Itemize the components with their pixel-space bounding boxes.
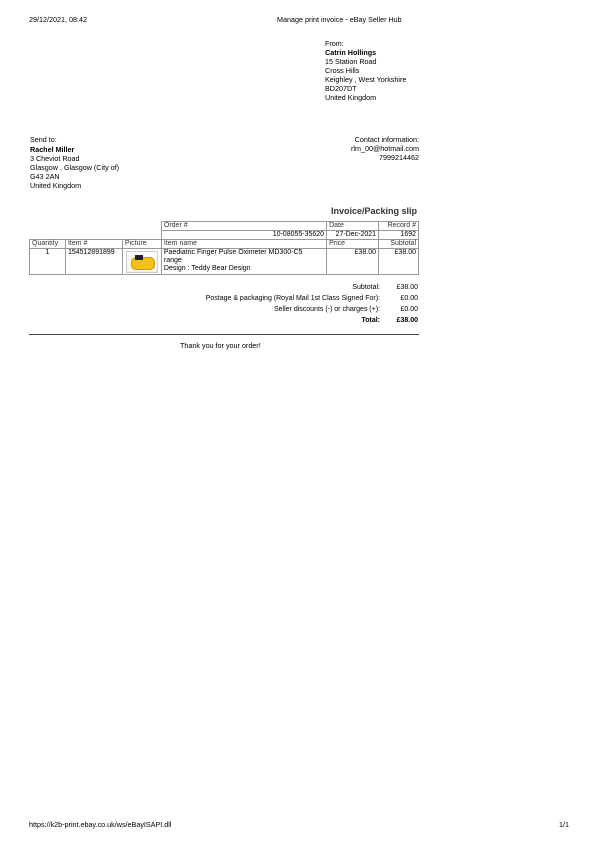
contact-email: rlm_00@hotmail.com bbox=[350, 144, 419, 153]
from-line: United Kingdom bbox=[325, 93, 377, 102]
order-header-row bbox=[30, 222, 419, 231]
postage-row bbox=[206, 293, 418, 304]
from-line: BD207DT bbox=[325, 84, 357, 93]
price-header: Price bbox=[327, 240, 379, 249]
postage-label: Postage & packaging (Royal Mail 1st Class Signed For): bbox=[205, 295, 380, 302]
item-name: Paediatric Finger Pulse Oximeter MD300-C5 bbox=[163, 249, 303, 256]
recipient-name: Rachel Miller bbox=[30, 145, 75, 154]
from-address bbox=[325, 39, 406, 102]
send-to-line: 3 Cheviot Road bbox=[30, 154, 80, 163]
record-number: 1692 bbox=[379, 231, 419, 240]
subtotal-row bbox=[206, 282, 418, 293]
item-picture bbox=[122, 249, 161, 275]
picture-header: Picture bbox=[122, 240, 161, 249]
subtotal-value: £38.00 bbox=[396, 284, 418, 291]
date-header: Date bbox=[327, 222, 379, 231]
send-to-line: G43 2AN bbox=[30, 172, 60, 181]
totals-table bbox=[206, 282, 418, 326]
contact-phone: 7999214462 bbox=[379, 153, 419, 162]
send-to-label: Send to: bbox=[30, 135, 57, 144]
item-name-cell bbox=[161, 249, 326, 275]
discount-label: Seller discounts (-) or charges (+): bbox=[273, 306, 380, 313]
from-line: Cross Hills bbox=[325, 66, 360, 75]
item-price: £38.00 bbox=[327, 249, 379, 275]
order-date: 27-Dec-2021 bbox=[327, 231, 379, 240]
send-to-line: Glasgow , Glasgow (City of) bbox=[30, 163, 120, 172]
invoice-title: Invoice/Packing slip bbox=[330, 206, 417, 216]
total-value: £38.00 bbox=[396, 317, 418, 324]
discount-row bbox=[206, 304, 418, 315]
item-variant: Design : Teddy Bear Design bbox=[163, 265, 251, 272]
item-quantity: 1 bbox=[30, 249, 66, 275]
send-to-address bbox=[30, 135, 119, 190]
print-datetime: 29/12/2021, 08:42 bbox=[29, 15, 87, 24]
contact-info bbox=[351, 135, 419, 162]
order-number: 10-08055-35620 bbox=[161, 231, 326, 240]
contact-label: Contact information: bbox=[354, 135, 419, 144]
subtotal-header: Subtotal bbox=[379, 240, 419, 249]
from-label: From: bbox=[325, 39, 344, 48]
item-number: 154512891899 bbox=[65, 249, 122, 275]
item-name-header: Item name bbox=[161, 240, 326, 249]
total-label: Total: bbox=[361, 317, 380, 324]
from-line: Keighley , West Yorkshire bbox=[325, 75, 407, 84]
from-line: 15 Station Road bbox=[325, 57, 377, 66]
thank-you-message: Thank you for your order! bbox=[180, 341, 261, 350]
subtotal-label: Subtotal: bbox=[352, 284, 380, 291]
postage-value: £0.00 bbox=[400, 295, 418, 302]
item-name-cont: range bbox=[163, 257, 182, 264]
item-number-header: Item # bbox=[65, 240, 122, 249]
order-values-row bbox=[30, 231, 419, 240]
order-number-header: Order # bbox=[161, 222, 326, 231]
item-subtotal: £38.00 bbox=[379, 249, 419, 275]
print-url: https://k2b-print.ebay.co.uk/ws/eBayISAPI.dll bbox=[29, 820, 172, 829]
divider bbox=[29, 334, 419, 335]
pulse-oximeter-thumbnail bbox=[126, 251, 158, 273]
quantity-header: Quantity bbox=[30, 240, 66, 249]
discount-value: £0.00 bbox=[400, 306, 418, 313]
send-to-line: United Kingdom bbox=[30, 181, 82, 190]
invoice-table bbox=[29, 221, 419, 275]
item-header-row bbox=[30, 240, 419, 249]
from-name: Catrin Hollings bbox=[325, 48, 377, 57]
print-page-title: Manage print invoice - eBay Seller Hub bbox=[277, 15, 402, 24]
total-row bbox=[206, 315, 418, 326]
table-row bbox=[30, 249, 419, 275]
record-header: Record # bbox=[379, 222, 419, 231]
print-page-number: 1/1 bbox=[559, 820, 569, 829]
